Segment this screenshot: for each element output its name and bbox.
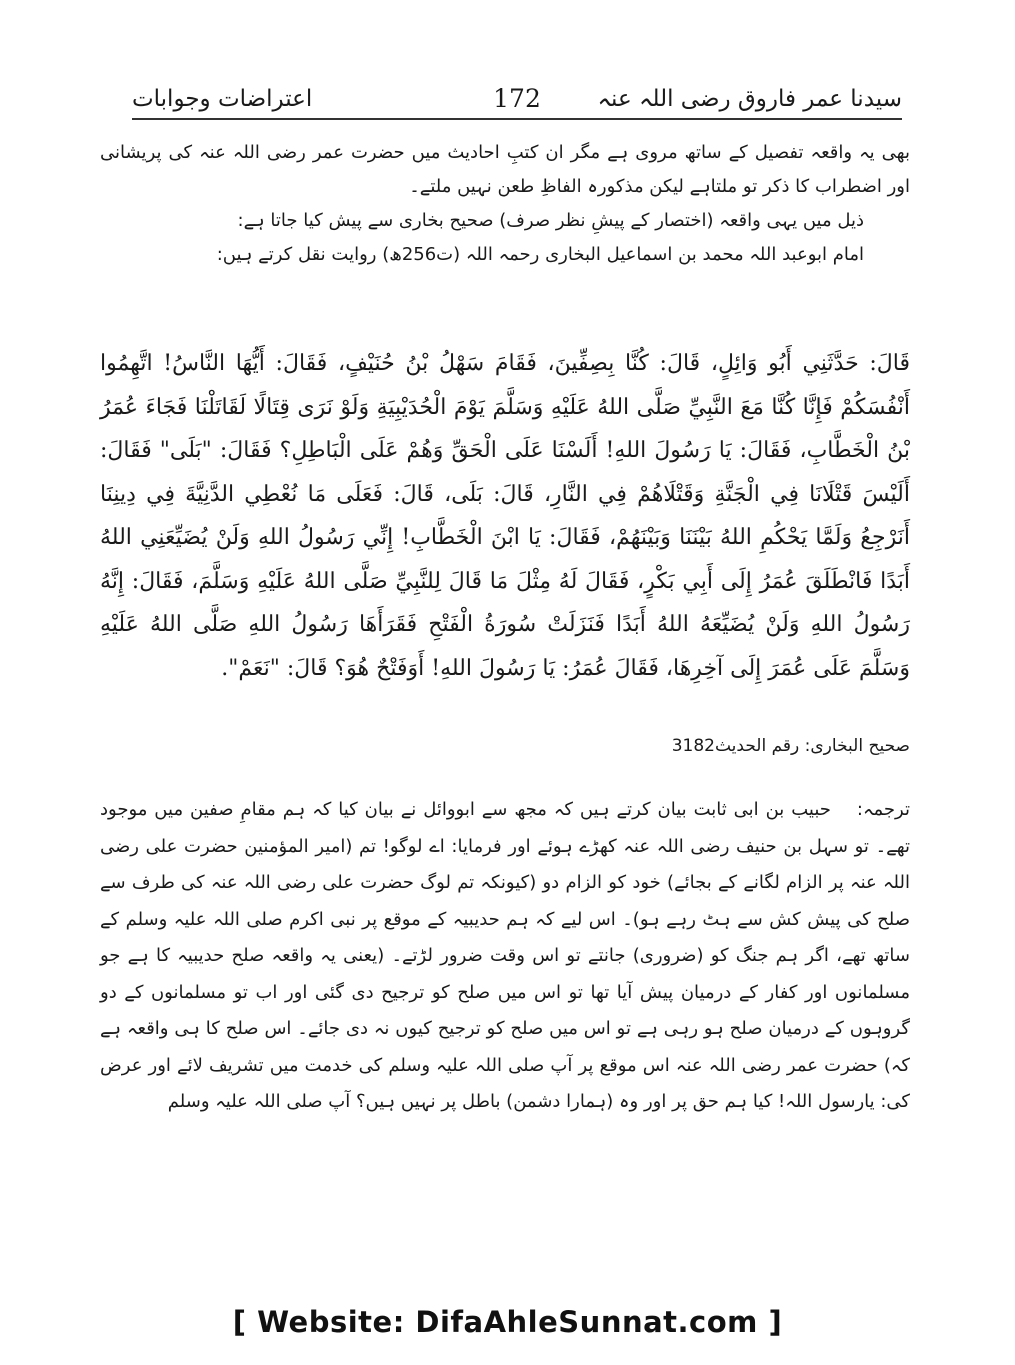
intro-section <box>100 136 910 272</box>
website-footer: [ Website: DifaAhleSunnat.com ] <box>232 1305 783 1339</box>
chapter-title: اعتراضات وجوابات <box>132 86 313 112</box>
intro-lead-in: ذیل میں یہی واقعہ (اختصار کے پیشِ نظر صرف) صحیح بخاری سے پیش کیا جاتا ہے: <box>237 210 864 231</box>
book-title: سیدنا عمر فاروق رضی اللہ عنہ <box>597 86 902 112</box>
hadith-arabic-text: قَالَ: حَدَّثَنِي أَبُو وَائِلٍ، قَالَ: كُنَّا بِصِفِّينَ، فَقَامَ سَهْلُ بْنُ حُنَيْفٍ، فَقَالَ: أَيُّهَا النَّاسُ! اتَّهِمُوا أَنْفُسَكُمْ فَإِنَّا كُنَّا مَعَ النَّبِيِّ صَلَّى اللهُ عَلَيْهِ وَسَلَّمَ يَوْمَ الْحُدَيْبِيَةِ وَلَوْ نَرَى قِتَالًا لَقَاتَلْنَا فَجَاءَ عُمَرُ بْنُ الْخَطَّابِ، فَقَالَ: يَا رَسُولَ اللهِ! أَلَسْنَا عَلَى الْحَقِّ وَهُمْ عَلَى الْبَاطِلِ؟ فَقَالَ: "بَلَى" فَقَالَ: أَلَيْسَ قَتْلَانَا فِي الْجَنَّةِ وَقَتْلَاهُمْ فِي النَّارِ، قَالَ: بَلَى، قَالَ: فَعَلَى مَا نُعْطِي الدَّنِيَّةَ فِي دِينِنَا أَنَرْجِعُ وَلَمَّا يَحْكُمِ اللهُ بَيْنَنَا وَبَيْنَهُمْ، فَقَالَ: يَا ابْنَ الْخَطَّابِ! إِنِّي رَسُولُ اللهِ وَلَنْ يُضَيِّعَنِي اللهُ أَبَدًا فَانْطَلَقَ عُمَرُ إِلَى أَبِي بَكْرٍ، فَقَالَ لَهُ مِثْلَ مَا قَالَ لِلنَّبِيِّ صَلَّى اللهُ عَلَيْهِ وَسَلَّمَ، فَقَالَ: إِنَّهُ رَسُولُ اللهِ وَلَنْ يُضَيِّعَهُ اللهُ أَبَدًا فَنَزَلَتْ سُورَةُ الْفَتْحِ فَقَرَأَهَا رَسُولُ اللهِ صَلَّى اللهُ عَلَيْهِ وَسَلَّمَ عَلَى عُمَرَ إِلَى آخِرِهَا، فَقَالَ عُمَرُ: يَا رَسُولَ اللهِ! أَوَفَتْحٌ هُوَ؟ قَالَ: "نَعَمْ". <box>100 351 910 681</box>
page-number: 172 <box>493 84 541 113</box>
narrator-line: امام ابوعبد اللہ محمد بن اسماعیل البخاری رحمہ اللہ (ت256ھ) روایت نقل کرتے ہیں: <box>216 244 864 265</box>
translation-text: حبیب بن ابی ثابت بیان کرتے ہیں کہ مجھ سے ابووائل نے بیان کیا کہ ہم مقامِ صفین میں موجود تھے۔ تو سہل بن حنیف رضی اللہ عنہ کھڑے ہوئے اور فرمایا: اے لوگو! تم (امیر المؤمنین حضرت علی رضی اللہ عنہ پر الزام لگانے کے بجائے) خود کو الزام دو (کیونکہ تم لوگ حضرت علی رضی اللہ عنہ کی طرف سے صلح کی پیش کش سے ہٹ رہے ہو)۔ اس لیے کہ ہم حدیبیہ کے موقع پر نبی اکرم صلی اللہ علیہ وسلم کے ساتھ تھے، اگر ہم جنگ کو (ضروری) جانتے تو اس وقت ضرور لڑتے۔ (یعنی یہ واقعہ صلح حدیبیہ کا ہے جو مسلمانوں اور کفار کے درمیان پیش آیا تھا تو اس میں صلح کو ترجیح دی گئی اور اب تو مسلمانوں کے دو گروہوں کے درمیان صلح ہو رہی ہے تو اس میں صلح کو ترجیح کیوں نہ دی جائے۔ اس صلح کا ہی واقعہ ہے کہ) حضرت عمر رضی اللہ عنہ اس موقع پر آپ صلی اللہ علیہ وسلم کی خدمت میں تشریف لائے اور عرض کی: یارسول اللہ! کیا ہم حق پر اور وہ (ہمارا دشمن) باطل پر نہیں ہیں؟ آپ صلی اللہ علیہ وسلم <box>100 799 910 1112</box>
intro-paragraph: بھی یہ واقعہ تفصیل کے ساتھ مروی ہے مگر ان کتبِ احادیث میں حضرت عمر رضی اللہ عنہ کی پریشانی اور اضطراب کا ذکر تو ملتاہے لیکن مذکورہ الفاظِ طعن نہیں ملتے۔ <box>100 142 910 197</box>
page-header <box>132 84 902 120</box>
translation-section <box>100 792 910 1121</box>
translation-label: ترجمہ: <box>856 799 910 820</box>
hadith-reference: صحیح البخاری: رقم الحدیث3182 <box>671 736 910 756</box>
